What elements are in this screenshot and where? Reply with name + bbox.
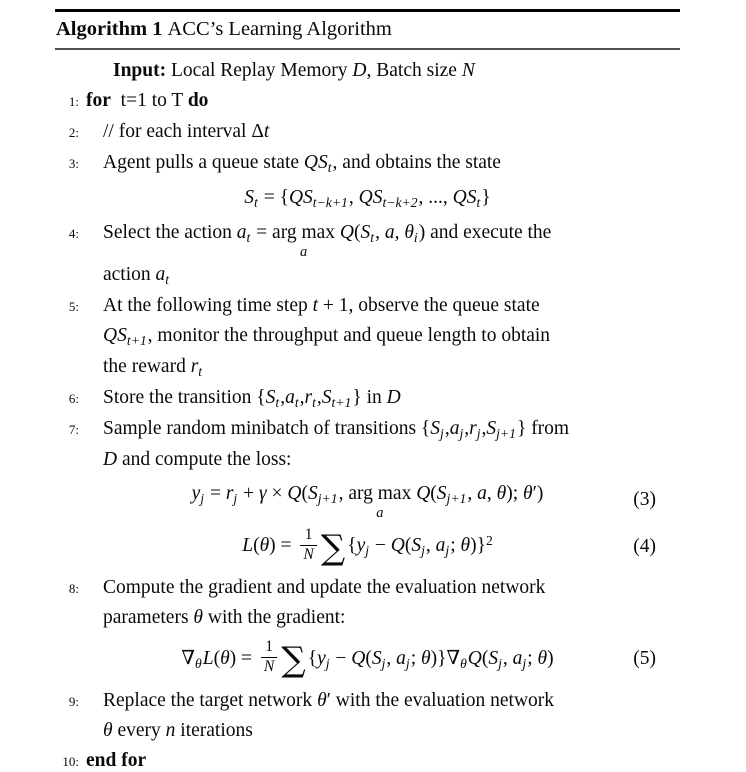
step-statement: Sample random minibatch of transitions {Sj,aj,rj,Sj+1} from D and compute the loss: (103, 417, 570, 470)
step-statement: Select the action at = arg max a Q(St, a, θi) and execute the action at (103, 222, 552, 287)
equation-line (55, 525, 680, 568)
algorithm-step (55, 218, 680, 291)
step-number: 3: (68, 156, 79, 171)
algorithm-step (55, 686, 680, 746)
algorithm-label: Algorithm 1 (56, 18, 163, 40)
step-number: 1: (68, 94, 79, 109)
equation-number: (5) (633, 648, 656, 670)
step-number: 7: (68, 421, 79, 437)
algorithm-body (55, 50, 680, 772)
equation-content: L(θ) = $\frac{1}{N}$ ∑ {yj − Q(Sj, aj; θ)}$^2$ (242, 525, 493, 568)
equation-content: St = {QSt−k+1, QSt−k+2, ..., QSt} (244, 187, 491, 210)
step-number: 5: (68, 298, 79, 314)
algorithm-caption (55, 9, 680, 50)
step-statement: Replace the target network θ′ with the evaluation network θ every n iterations (103, 689, 555, 741)
algorithm-step (55, 414, 680, 475)
equation-number: (3) (633, 488, 656, 510)
algorithm-step (55, 86, 680, 117)
equation-content: yj = rj + γ × Q(Sj+1, arg max a Q(Sj+1, a, θ); θ′) (191, 482, 544, 522)
algorithm-step (55, 573, 680, 633)
step-statement: At the following time step t + 1, observe the queue state QSt+1, monitor the throughput and queue length to obtain the reward rt (103, 294, 551, 379)
algorithm-step (55, 746, 680, 772)
equation-number: (4) (633, 536, 656, 558)
algorithm-input-line: Input: Local Replay Memory D, Batch size N (113, 60, 475, 81)
fraction: $\frac{1}{N}$ (300, 526, 316, 564)
sum-symbol: ∑ (281, 640, 306, 681)
algorithm-step (55, 148, 680, 179)
argmax-underset: arg max a (348, 482, 412, 522)
argmax-underset: arg max a (272, 222, 336, 261)
equation-content: ∇θL(θ) = $\frac{1}{N}$ ∑ {yj − Q(Sj, aj; θ)}∇θQ(Sj, aj; θ) (181, 638, 554, 681)
step-statement: Store the transition {St,at,rt,St+1} in D (103, 386, 401, 410)
step-statement: Agent pulls a queue state QSt, and obtains the state (103, 152, 501, 175)
step-statement: Compute the gradient and update the evaluation network parameters θ with the gradient: (103, 577, 546, 629)
step-number: 8: (68, 581, 79, 597)
step-number: 10: (62, 753, 79, 769)
step-statement: end for (86, 749, 147, 771)
equation-line (55, 638, 680, 681)
equation-line (55, 183, 680, 214)
step-number: 4: (68, 226, 79, 241)
algorithm-step (55, 291, 680, 383)
algorithm-title: ACC’s Learning Algorithm (167, 18, 392, 40)
step-number: 6: (68, 390, 79, 406)
algorithm-step (55, 383, 680, 414)
step-number: 2: (68, 125, 79, 140)
sum-symbol: ∑ (320, 527, 346, 568)
fraction: $\frac{1}{N}$ (261, 638, 277, 676)
step-number: 9: (68, 693, 79, 709)
equation-line (55, 479, 680, 521)
algorithm-figure (55, 9, 680, 772)
step-statement: for t=1 to T do (86, 90, 209, 111)
algorithm-step (55, 117, 680, 148)
step-statement: // for each interval Δt (103, 121, 270, 142)
